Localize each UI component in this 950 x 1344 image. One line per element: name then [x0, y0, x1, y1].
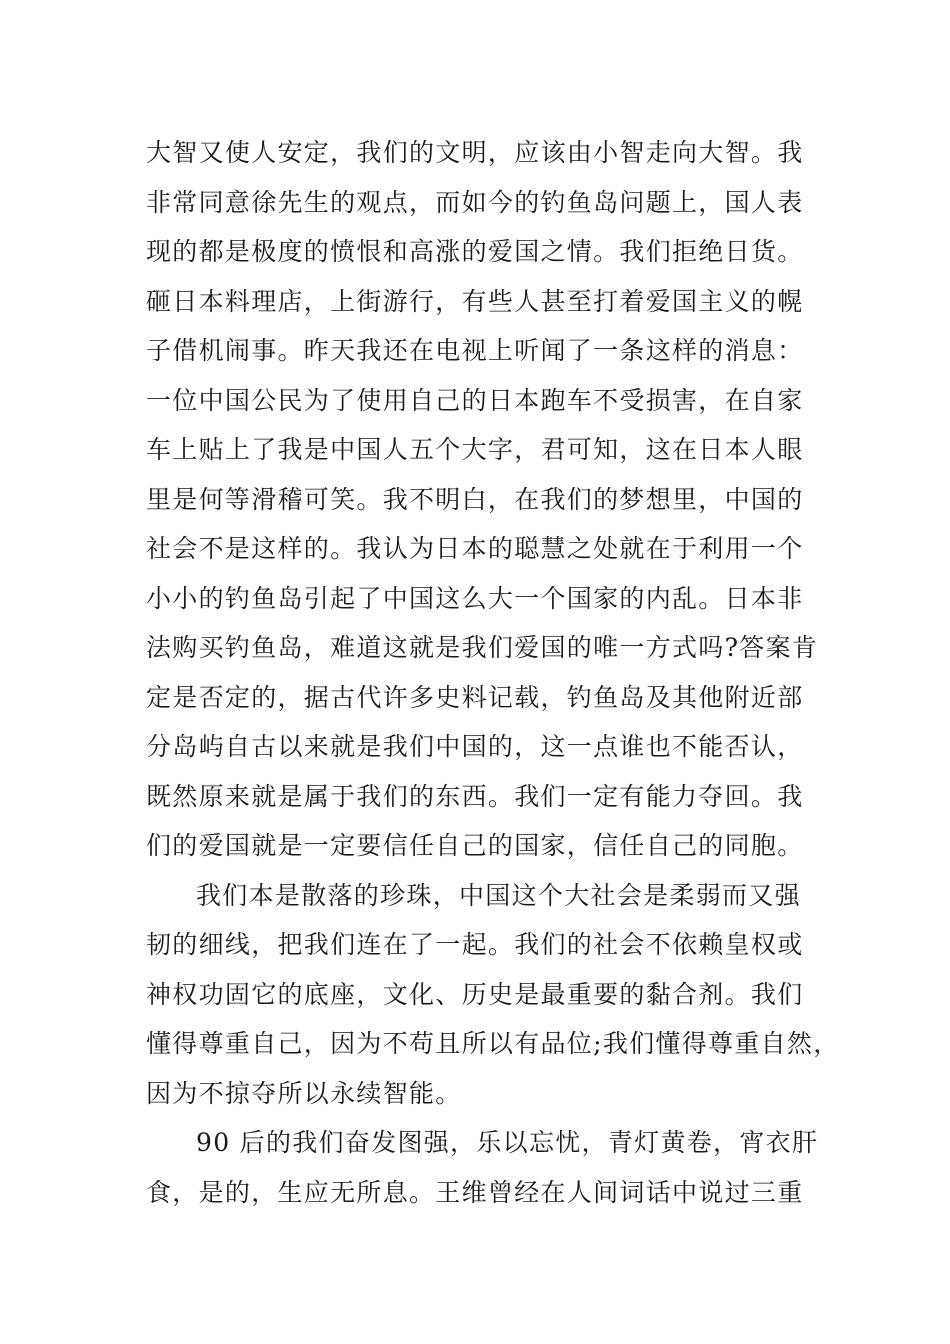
text-line: 分岛屿自古以来就是我们中国的，这一点谁也不能否认， — [146, 732, 804, 761]
text-line: 法购买钓鱼岛，难道这就是我们爱国的唯一方式吗?答案肯 — [146, 633, 819, 662]
paragraph-1 — [146, 128, 836, 871]
paragraph-3 — [146, 1118, 836, 1217]
text-line: 食，是的，生应无所息。王维曾经在人间词话中说过三重 — [146, 1177, 804, 1207]
text-line: 定是否定的，据古代许多史料记载，钓鱼岛及其他附近部 — [146, 682, 804, 712]
text-line: 韧的细线，把我们连在了一起。我们的社会不依赖皇权或 — [146, 930, 804, 959]
paragraph-2 — [146, 871, 840, 1119]
text-line: 子借机闹事。昨天我还在电视上听闻了一条这样的消息： — [146, 336, 804, 365]
text-line: 社会不是这样的。我认为日本的聪慧之处就在于利用一个 — [146, 534, 804, 563]
text-line: 小小的钓鱼岛引起了中国这么大一个国家的内乱。日本非 — [146, 583, 804, 613]
text-line: 懂得尊重自己，因为不苟且所以有品位;我们懂得尊重自然， — [146, 1029, 840, 1058]
document-body — [146, 128, 840, 1217]
text-line: 90 后的我们奋发图强，乐以忘忧，青灯黄卷，宵衣肝 — [196, 1128, 819, 1157]
text-line: 现的都是极度的愤恨和高涨的爱国之情。我们拒绝日货。 — [146, 237, 804, 266]
text-line: 里是何等滑稽可笑。我不明白，在我们的梦想里，中国的 — [146, 484, 804, 514]
text-line: 既然原来就是属于我们的东西。我们一定有能力夺回。我 — [146, 781, 804, 811]
text-line: 一位中国公民为了使用自己的日本跑车不受损害，在自家 — [146, 385, 804, 415]
text-line: 大智又使人安定，我们的文明，应该由小智走向大智。我 — [146, 138, 804, 167]
text-line: 非常同意徐先生的观点，而如今的钓鱼岛问题上，国人表 — [146, 187, 804, 217]
text-line: 们的爱国就是一定要信任自己的国家，信任自己的同胞。 — [146, 831, 804, 860]
text-line: 砸日本料理店，上街游行，有些人甚至打着爱国主义的幌 — [146, 286, 804, 316]
text-line: 因为不掠夺所以永续智能。 — [146, 1078, 462, 1108]
text-line: 我们本是散落的珍珠，中国这个大社会是柔弱而又强 — [196, 880, 801, 910]
text-line: 车上贴上了我是中国人五个大字，君可知，这在日本人眼 — [146, 435, 804, 464]
text-line: 神权功固它的底座，文化、历史是最重要的黏合剂。我们 — [146, 979, 804, 1009]
